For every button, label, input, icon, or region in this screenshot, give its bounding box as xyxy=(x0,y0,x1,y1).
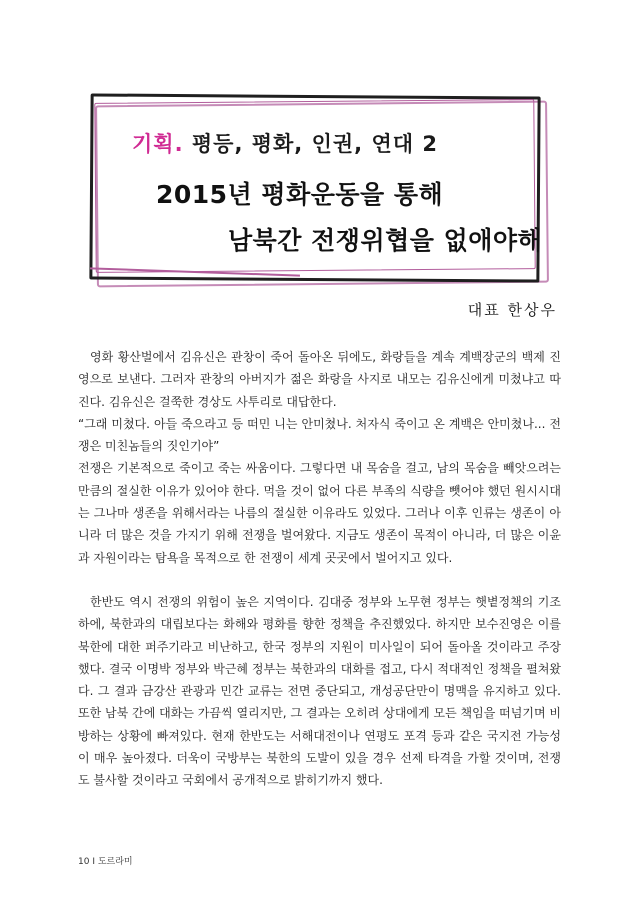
section-kicker xyxy=(132,128,438,158)
paragraph-quote: “그래 미쳤다. 아들 죽으라고 등 떠민 니는 안미쳤나. 처자식 죽이고 온 계백은 안미쳤나... 전쟁은 미친놈들의 짓인기야” xyxy=(78,416,561,454)
page-footer: 10 I 도르라미 xyxy=(78,857,133,867)
kicker-label: 기획. xyxy=(132,132,184,156)
article-title-line1: 2015년 평화운동을 통해 xyxy=(156,180,444,209)
author-byline: 대표 한상우 xyxy=(467,301,557,319)
article-title-line2: 남북간 전쟁위협을 없애야해 xyxy=(228,226,543,255)
kicker-topics: 평등, 평화, 인권, 연대 2 xyxy=(191,132,438,156)
paragraph: 영화 황산벌에서 김유신은 관창이 죽어 돌아온 뒤에도, 화랑들을 계속 계백장군의 백제 진영으로 보낸다. 그러자 관창의 아버지가 젊은 화랑을 사지로 내모는 김유신에게 미쳤냐고 따진다. 김유신은 걸쭉한 경상도 사투리로 대답한다. xyxy=(78,350,561,409)
article-body xyxy=(78,346,561,792)
paragraph: 한반도 역시 전쟁의 위험이 높은 지역이다. 김대중 정부와 노무현 정부는 햇볕정책의 기조 하에, 북한과의 대립보다는 화해와 평화를 향한 정책을 추진했었다. 하지만 보수진영은 이를 북한에 대한 퍼주기라고 비난하고, 한국 정부의 지원이 미사일이 되어 돌아올 것이라고 주장했다. 결국 이명박 정부와 박근혜 정부는 북한과의 대화를 접고, 다시 적대적인 정책을 펼쳐왔다. 그 결과 금강산 관광과 민간 교류는 전면 중단되고, 개성공단만이 명맥을 유지하고 있다. 또한 남북 간에 대화는 가끔씩 열리지만, 그 결과는 오히려 상대에게 모든 책임을 떠넘기며 비방하는 상황에 빠져있다. 현재 한반도는 서해대전이나 연평도 포격 등과 같은 국지전 가능성이 매우 높아졌다. 더욱이 국방부는 북한의 도발이 있을 경우 선제 타격을 가할 것이며, 전쟁도 불사할 것이라고 국회에서 공개적으로 밝히기까지 했다. xyxy=(78,594,561,788)
paragraph: 전쟁은 기본적으로 죽이고 죽는 싸움이다. 그렇다면 내 목숨을 걸고, 남의 목숨을 빼앗으려는 만큼의 절실한 이유가 있어야 한다. 먹을 것이 없어 다른 부족의 식량을 뺏어야 했던 원시시대는 그나마 생존을 위해서라는 나름의 절실한 이유라도 있었다. 그러나 이후 인류는 생존이 아니라 더 많은 것을 가지기 위해 전쟁을 벌여왔다. 지금도 생존이 목적이 아니라, 더 많은 이윤과 자원이라는 탐욕을 목적으로 한 전쟁이 세계 곳곳에서 벌어지고 있다. xyxy=(78,461,561,565)
